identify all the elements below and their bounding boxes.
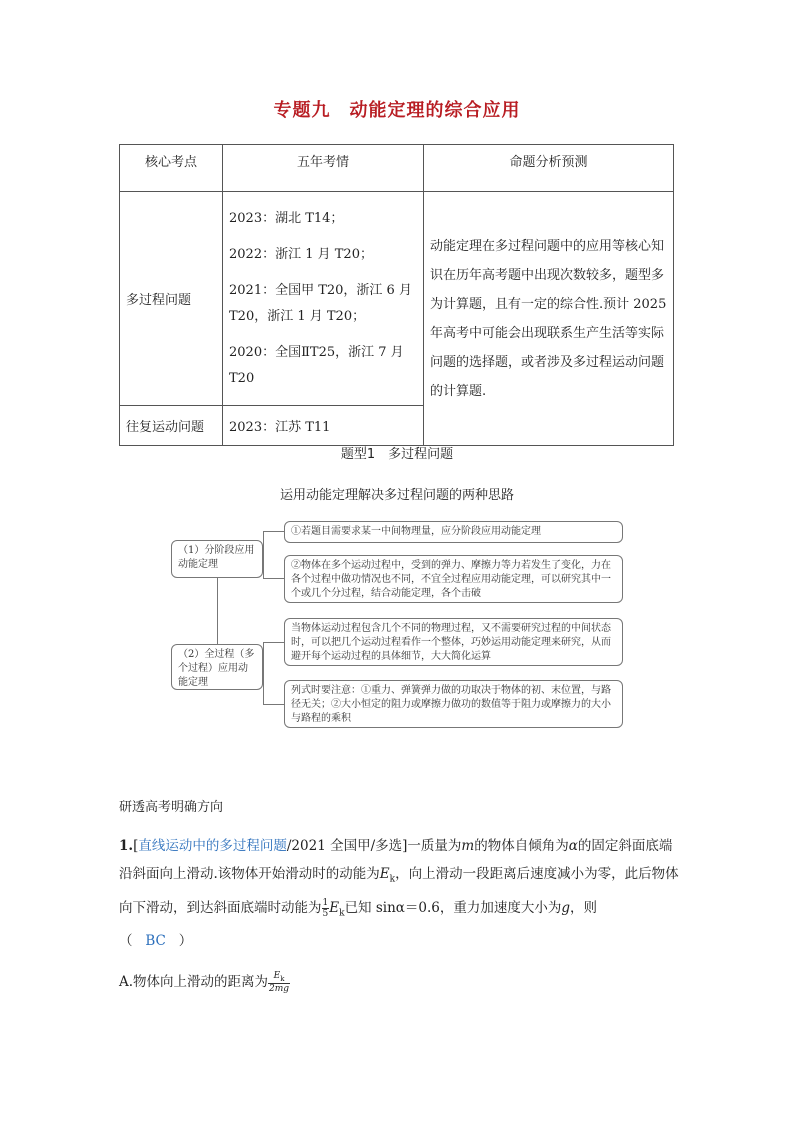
- topic-cell: 多过程问题: [120, 192, 223, 406]
- table-header-cell: 命题分析预测: [424, 145, 674, 192]
- connector-line: [263, 578, 284, 579]
- branch-item-box: 当物体运动过程包含几个不同的物理过程，又不需要研究过程的中间状态时，可以把几个运动过程看作一个整体，巧妙运用动能定理来研究，从而避开每个运动过程的具体细节，大大简化运算: [284, 618, 623, 666]
- question-tag-bracket: [: [133, 838, 139, 854]
- var-alpha: α: [568, 838, 578, 854]
- connector-line: [263, 531, 264, 578]
- frac-den: 5: [322, 908, 329, 919]
- answer-bracket: （: [119, 933, 133, 950]
- question-topic-link[interactable]: 直线运动中的多过程问题: [138, 838, 287, 854]
- section-title: 研透高考明确方向: [119, 800, 224, 815]
- branch-box-whole: （2）全过程（多个过程）应用动能定理: [171, 644, 263, 690]
- record-line: 2023：湖北 T14；: [229, 210, 344, 226]
- question-1: [119, 832, 679, 955]
- connector-line: [263, 642, 284, 643]
- question-text: 的固定斜面底端沿斜面向上滑动.该物体开始滑动时的动能为: [119, 838, 673, 882]
- question-text: 一质量为: [407, 838, 462, 854]
- answer-bracket: ）: [178, 933, 193, 950]
- var-ek: E: [379, 866, 390, 882]
- record-line: 2021：全国甲 T20，浙江 6 月 T20，浙江 1 月 T20；: [229, 282, 412, 324]
- question-text: 的物体自倾角为: [474, 838, 569, 854]
- diagram-title: 运用动能定理解决多过程问题的两种思路: [279, 488, 514, 503]
- table-header-row: [120, 145, 674, 192]
- branch-item-box: ②物体在多个运动过程中，受到的弹力、摩擦力等力若发生了变化，力在各个过程中做功情况也不同，不宜全过程应用动能定理，可以研究其中一个或几个分过程，结合动能定理，各个击破: [284, 555, 623, 603]
- option-a-fraction: [268, 971, 290, 995]
- table-row: [120, 192, 674, 406]
- connector-line: [263, 704, 284, 705]
- table-header-cell: 五年考情: [223, 145, 424, 192]
- topic-cell: 往复运动问题: [120, 406, 223, 446]
- frac-num-sub: k: [280, 974, 285, 983]
- question-text: ，向上滑动一段距离后速度减小为零，此后物体向下滑动，到达斜面底端时动能为: [119, 866, 679, 916]
- branch-item-box: ①若题目需要求某一中间物理量，应分阶段应用动能定理: [284, 521, 623, 543]
- connector-line: [263, 531, 284, 532]
- prediction-cell: 动能定理在多过程问题中的应用等核心知识在历年高考题中出现次数较多，题型多为计算题，且有一定的综合性.预计 2025 年高考中可能会出现联系生产生活等实际问题的选择题，或者涉及多过程运动问题的计算题.: [424, 192, 674, 446]
- option-a-text: A.物体向上滑动的距离为: [119, 974, 269, 990]
- frac-den: 2mg: [269, 984, 290, 995]
- var-ek-sub: k: [339, 908, 345, 919]
- records-cell: 2023：江苏 T11: [223, 406, 424, 446]
- question-text: ，则: [570, 899, 598, 916]
- frac-num: E: [273, 970, 281, 981]
- page-title: 专题九 动能定理的综合应用: [273, 100, 521, 121]
- var-g: g: [561, 899, 571, 916]
- var-ek-sub: k: [389, 874, 396, 885]
- record-line: 2020：全国ⅡT25，浙江 7 月 T20: [229, 344, 404, 386]
- table-header-cell: 核心考点: [120, 145, 223, 192]
- connector-line: [217, 578, 218, 644]
- question-text: 已知 sinα＝0.6，重力加速度大小为: [344, 899, 562, 916]
- var-m: m: [461, 838, 475, 854]
- branch-item-box: 列式时要注意：①重力、弹簧弹力做的功取决于物体的初、末位置，与路径无关；②大小恒定的阻力或摩擦力做功的数值等于阻力或摩擦力的大小与路程的乘积: [284, 680, 623, 728]
- records-cell: [223, 192, 424, 406]
- option-a: [119, 968, 679, 996]
- connector-line: [263, 642, 264, 704]
- question-source: /2021 全国甲/多选]: [286, 838, 408, 854]
- exam-analysis-table: [119, 144, 674, 446]
- question-number: 1.: [119, 838, 134, 854]
- type-heading: 题型1 多过程问题: [340, 447, 454, 462]
- answer: BC: [145, 933, 166, 950]
- frac-num: 1: [322, 897, 329, 908]
- var-ek: E: [329, 899, 340, 916]
- record-line: 2022：浙江 1 月 T20；: [229, 246, 373, 262]
- branch-box-stage: （1）分阶段应用动能定理: [171, 540, 263, 578]
